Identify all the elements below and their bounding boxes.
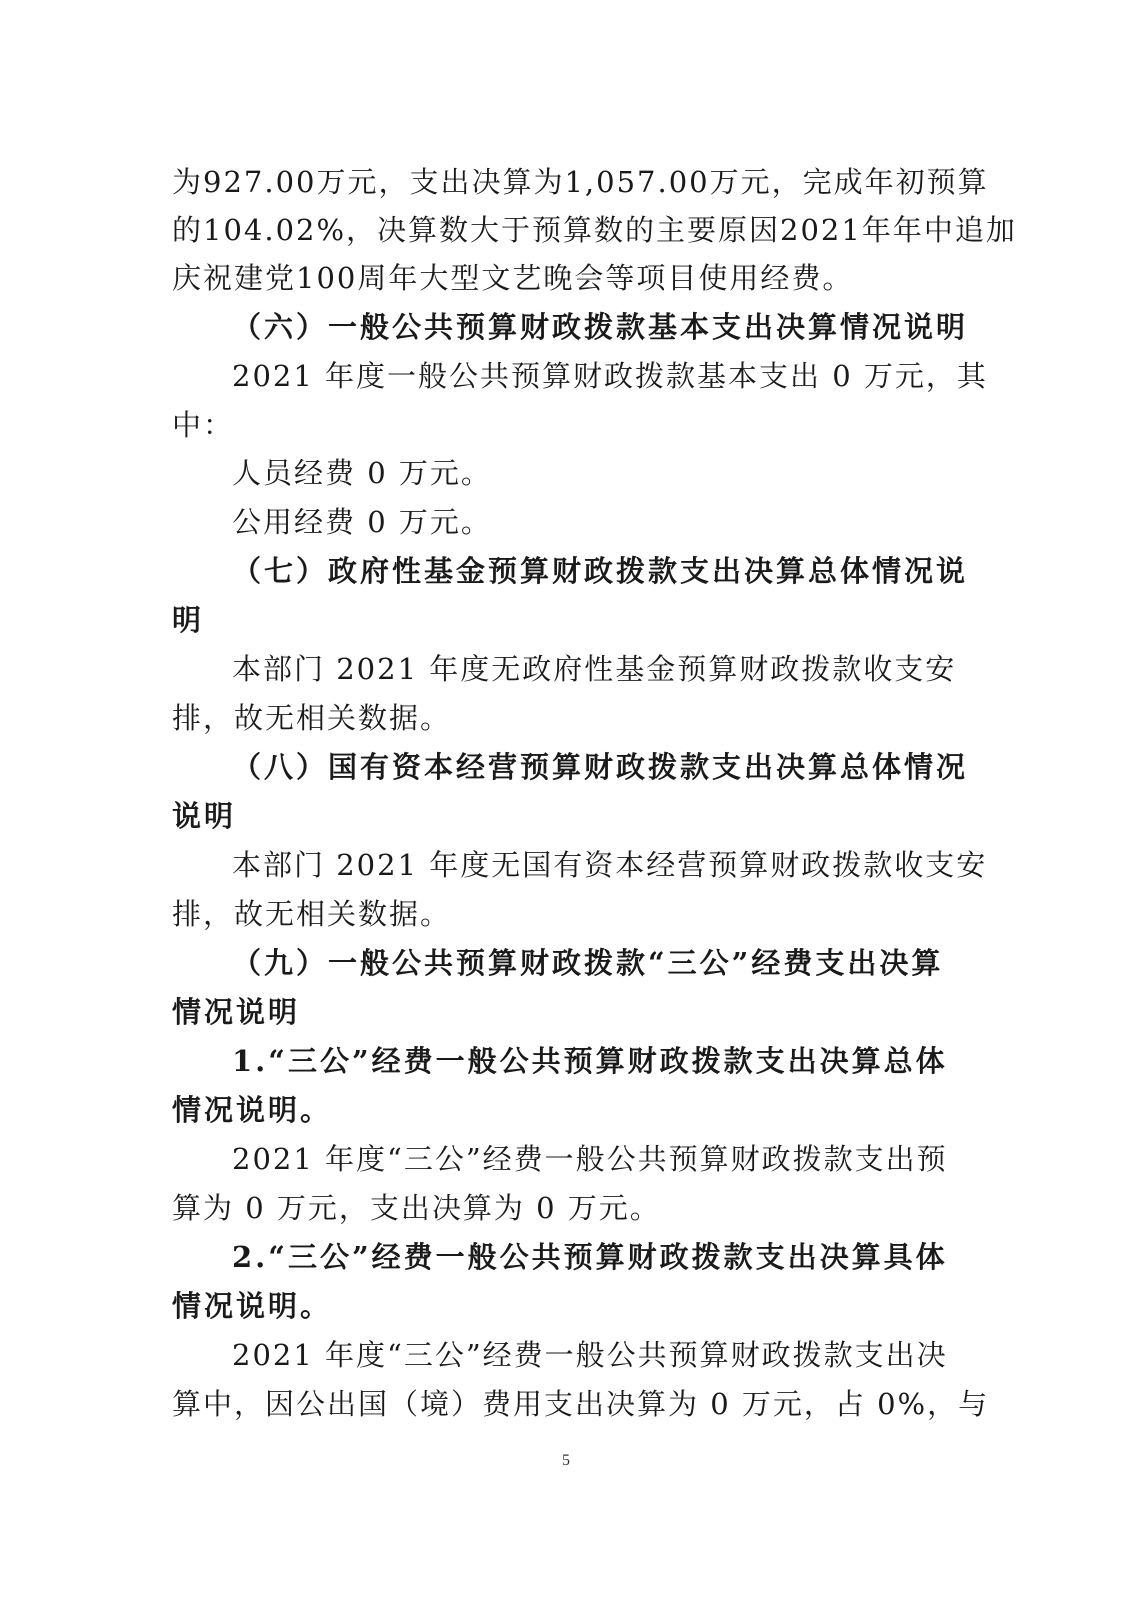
section-heading-9-cont: 情况说明 [172,995,301,1029]
paragraph-line: 算中，因公出国（境）费用支出决算为 0 万元，占 0%，与 [172,1387,990,1421]
paragraph-line: 2021 年度“三公”经费一般公共预算财政拨款支出决 [232,1338,948,1372]
paragraph-line: 公用经费 0 万元。 [232,505,492,539]
paragraph-line: 人员经费 0 万元。 [232,456,492,490]
section-heading-8-cont: 说明 [172,799,237,833]
page-number: 5 [562,1452,570,1469]
paragraph-line: 排，故无相关数据。 [172,701,452,735]
section-heading-7-cont: 明 [172,603,205,637]
paragraph-line: 排，故无相关数据。 [172,897,452,931]
subsection-heading-2: 2.“三公”经费一般公共预算财政拨款支出决算具体 [232,1240,948,1274]
paragraph-line: 本部门 2021 年度无国有资本经营预算财政拨款收支安 [232,848,988,882]
section-heading-9: （九）一般公共预算财政拨款“三公”经费支出决算 [232,946,944,980]
section-heading-6: （六）一般公共预算财政拨款基本支出决算情况说明 [232,310,969,344]
paragraph-line: 的104.02%，决算数大于预算数的主要原因2021年年中追加 [172,213,1017,247]
subsection-heading-1-cont: 情况说明。 [172,1093,333,1127]
paragraph-line: 为927.00万元，支出决算为1,057.00万元，完成年初预算 [172,165,989,199]
paragraph-line: 算为 0 万元，支出决算为 0 万元。 [172,1191,661,1225]
paragraph-line: 本部门 2021 年度无政府性基金预算财政拨款收支安 [232,652,957,686]
paragraph-line: 庆祝建党100周年大型文艺晚会等项目使用经费。 [172,261,854,295]
subsection-heading-1: 1.“三公”经费一般公共预算财政拨款支出决算总体 [232,1044,948,1078]
subsection-heading-2-cont: 情况说明。 [172,1289,333,1323]
section-heading-7: （七）政府性基金预算财政拨款支出决算总体情况说 [232,554,969,588]
paragraph-line: 中： [172,408,235,442]
paragraph-line: 2021 年度一般公共预算财政拨款基本支出 0 万元，其 [232,359,988,393]
paragraph-line: 2021 年度“三公”经费一般公共预算财政拨款支出预 [232,1142,948,1176]
section-heading-8: （八）国有资本经营预算财政拨款支出决算总体情况 [232,750,969,784]
